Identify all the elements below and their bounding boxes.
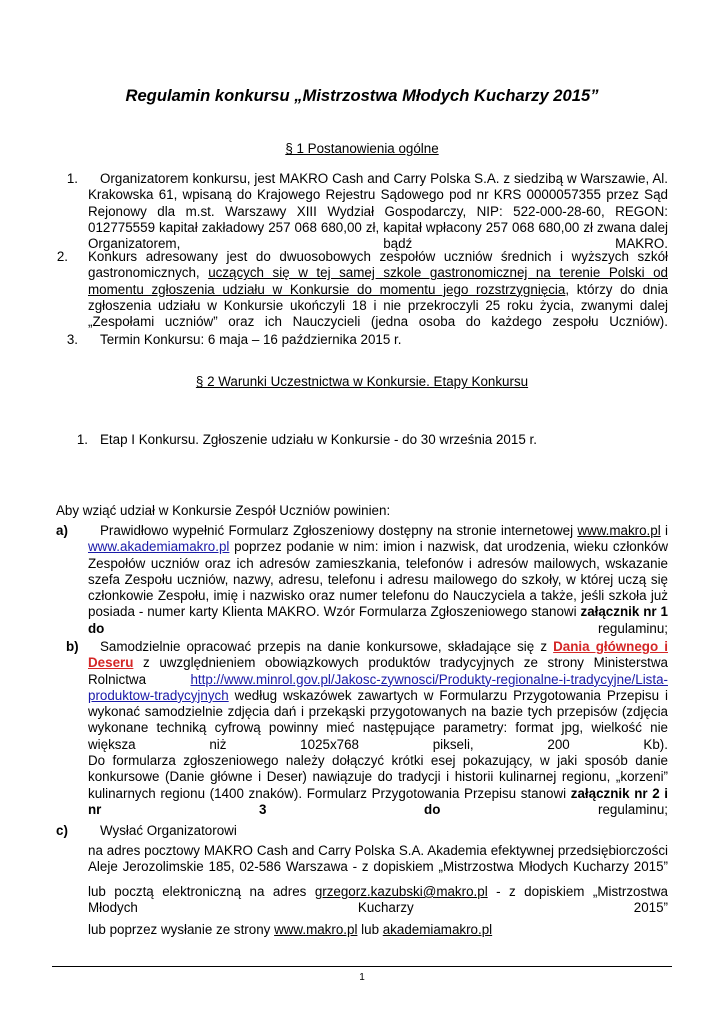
point-c-head: Wysłać Organizatorowi: [100, 823, 237, 838]
makro-link-2[interactable]: www.makro.pl: [274, 922, 358, 937]
minrol-link[interactable]: http://www.minrol.gov.pl/Jakosc-zywnosci/Produkty-regionalne-i-tradycyjne/Lista-produktow-tradycyjnych: [88, 671, 668, 703]
footer-divider: [52, 966, 672, 967]
akademiamakro-link-2[interactable]: akademiamakro.pl: [382, 922, 493, 937]
stage-text: Etap I Konkursu. Zgłoszenie udziału w Konkursie - do 30 września 2015 r.: [100, 432, 537, 447]
makro-link[interactable]: www.makro.pl: [577, 523, 661, 538]
section-1-heading: § 1 Postanowienia ogólne: [285, 141, 439, 156]
point-a-label: a): [56, 523, 68, 538]
point-c-label: c): [56, 823, 68, 838]
dishes-highlight: Dania głównego i Deseru: [88, 639, 668, 671]
section-2-heading: § 2 Warunki Uczestnictwa w Konkursie. Etapy Konkursu: [195, 374, 529, 389]
point-b-essay: Do formularza zgłoszeniowego należy dołączyć krótki esej pokazujący, w jaki sposób danie konkursowe (Danie główne i Deser) nawiązuje do tradycji i historii kulinarnej regionu, „korzeni” kulinarnych regionu (1400 znaków). Formularz Przygotowania Przepisu stanowi załącznik nr 2 i nr 3 do regulaminu;: [88, 753, 668, 817]
item-3-text: Termin Konkursu: 6 maja – 16 października 2015 r.: [100, 332, 402, 347]
point-b-text: Samodzielnie opracować przepis na danie konkursowe, składające się z Dania głównego i Deseru z uwzględnieniem obowiązkowych produktów tradycyjnych ze strony Ministerstwa Rolnictwa http://www.minrol.gov.pl/Jakosc-zywnosci/Produkty-regionalne-i-tradycyjne/Lista-produktow-tradycyjnych według wskazówek zawartych w Formularzu Przygotowania Przepisu i wykonać samodzielnie zdjęcia dań i przekąski przygotowanych na bazie tych przepisów (zdjęcia wykonane techniką cyfrową powinny mieć następujące parametry: format jpg, wielkość nie większa niż 1025x768 pikseli, 200 Kb).: [88, 639, 668, 752]
point-a-text: Prawidłowo wypełnić Formularz Zgłoszeniowy dostępny na stronie internetowej www.makro.pl i www.akademiamakro.pl poprzez podanie w nim: imion i nazwisk, dat urodzenia, wieku członków Zespołów uczniów oraz ich adresów zamieszkania, telefonów i adresów mailowych, wskazanie szefa Zespołu uczniów, nazwy, adresu, telefonu i adresu mailowego do szkoły, w której uczą się członkowie Zespołu, imię i nazwisko oraz numer telefonu do Nauczyciela a także, jeśli szkoła już posiada - numer karty Klienta MAKRO. Wzór Formularza Zgłoszeniowego stanowi załącznik nr 1 do regulaminu;: [88, 523, 668, 636]
stage-number: 1.: [76, 432, 88, 447]
email-link[interactable]: grzegorz.kazubski@makro.pl: [314, 884, 488, 899]
item-number: 2.: [56, 249, 68, 264]
item-1-text: Organizatorem konkursu, jest MAKRO Cash and Carry Polska S.A. z siedzibą w Warszawie, Al. Krakowska 61, wpisaną do Krajowego Rejestru Sądowego pod nr KRS 0000057355 przez Sąd Rejonowy dla m.st. Warszawy XIII Wydział Gospodarczy, NIP: 522-000-28-60, REGON: 012775559 kapitał zakładowy 257 068 680,00 zł, kapitał wpłacony 257 068 680,00 zł zwana dalej Organizatorem, bądź MAKRO.: [88, 171, 668, 252]
point-b-label: b): [66, 639, 79, 654]
akademiamakro-link[interactable]: www.akademiamakro.pl: [88, 539, 230, 555]
item-number: 1.: [66, 171, 78, 186]
page-title: Regulamin konkursu „Mistrzostwa Młodych Kucharzy 2015”: [125, 86, 599, 105]
post-address: na adres pocztowy MAKRO Cash and Carry Polska S.A. Akademia efektywnej przedsiębiorczości Aleje Jerozolimskie 185, 02-586 Warszawa - z dopiskiem „Mistrzostwa Młodych Kucharzy 2015”: [88, 843, 668, 875]
page-number: 1: [359, 972, 365, 983]
intro-text: Aby wziąć udział w Konkursie Zespół Uczniów powinien:: [56, 503, 391, 518]
email-address: lub pocztą elektroniczną na adres grzegorz.kazubski@makro.pl - z dopiskiem „Mistrzostwa Młodych Kucharzy 2015”: [88, 884, 668, 916]
item-2-text: Konkurs adresowany jest do dwuosobowych zespołów uczniów średnich i wyższych szkół gastronomicznych, uczących się w tej samej szkole gastronomicznej na terenie Polski od momentu zgłoszenia udziału w Konkursie do momentu jego rozstrzygnięcia, którzy do dnia zgłoszenia udziału w Konkursie ukończyli 18 i nie przekroczyli 25 roku życia, zwanymi dalej „Zespołami uczniów” oraz ich Nauczycieli (jedna osoba do każdego zespołu Uczniów).: [88, 249, 668, 330]
item-number: 3.: [66, 332, 78, 347]
web-submission: lub poprzez wysłanie ze strony www.makro.pl lub akademiamakro.pl: [88, 922, 493, 937]
